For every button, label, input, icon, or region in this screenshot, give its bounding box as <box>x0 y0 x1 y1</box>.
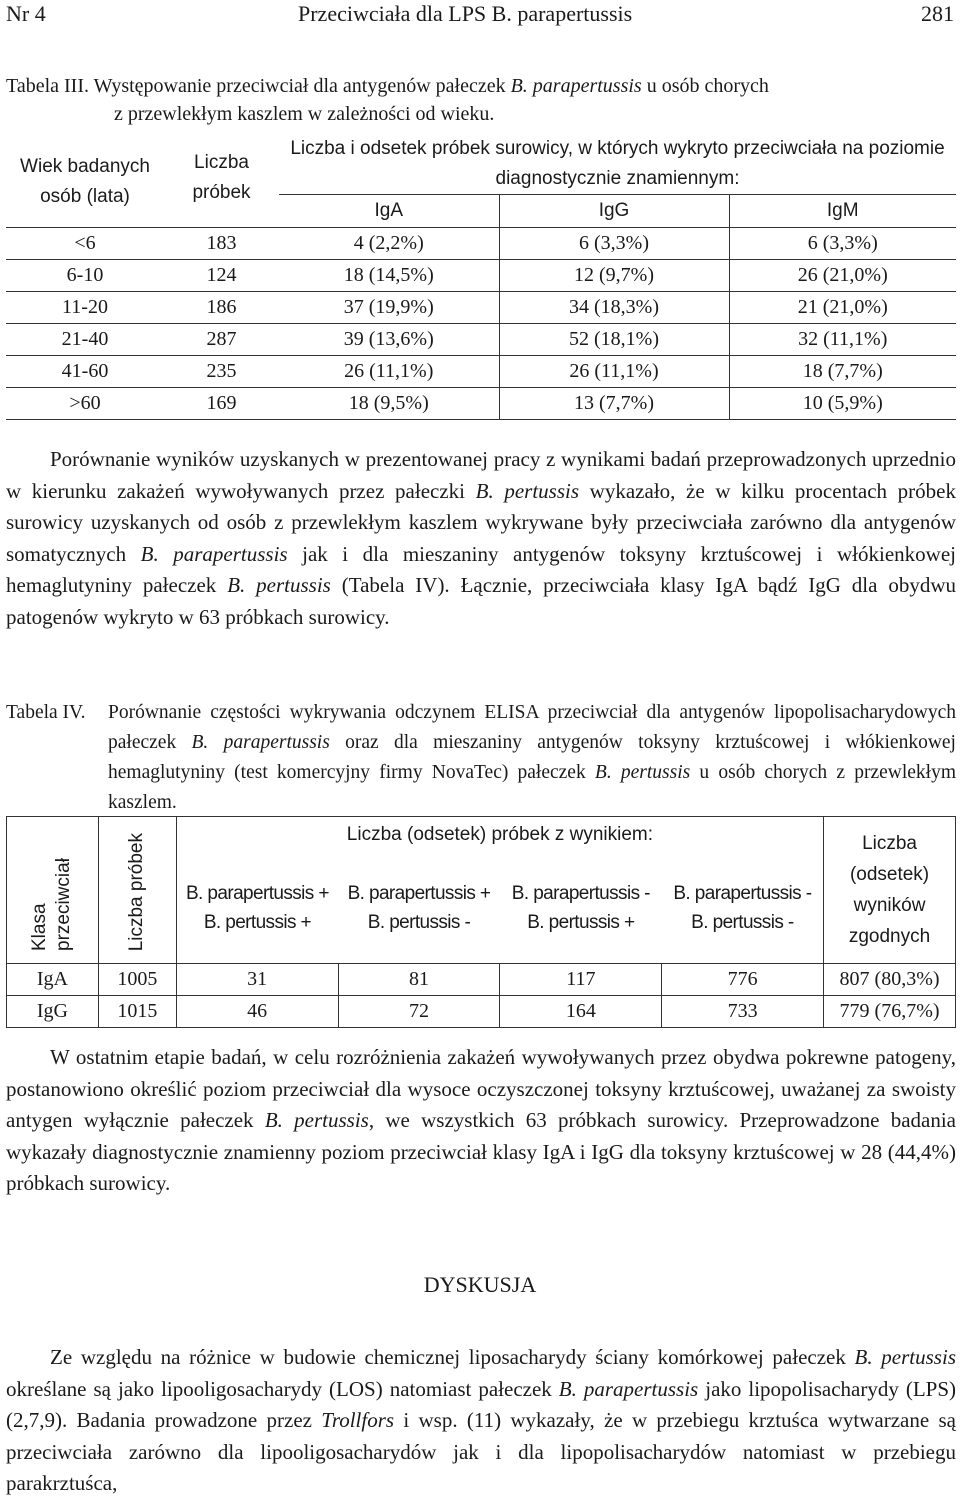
table-cell: 1015 <box>98 996 176 1028</box>
col-header-pm: B. parapertussis + B. pertussis - <box>338 853 500 964</box>
table-cell: 26 (21,0%) <box>729 260 956 292</box>
table-cell: 39 (13,6%) <box>279 324 499 356</box>
table-cell: 81 <box>338 964 500 996</box>
table-cell: 807 (80,3%) <box>824 964 956 996</box>
paragraph-3: Ze względu na różnice w budowie chemicznej liposacharydy ściany komórkowej pałeczek B. pertussis określane są jako lipooligosacharydy (LOS) natomiast pałeczek B. parapertussis jako lipopolisacharydy (LPS) (2,7,9). Badania prowadzone przez Trollfors i wsp. (11) wykazały, że w przebiegu krztuśca wytwarzane są przeciwciała zarówno dla lipooligosacharydów jak i dla lipopolisacharydów natomiast w przebiegu parakrztuśca, <box>6 1345 957 1495</box>
table-cell: 12 (9,7%) <box>499 260 729 292</box>
table-cell: 10 (5,9%) <box>729 388 956 420</box>
table-cell: IgG <box>7 996 99 1028</box>
col-header-samples: Liczba próbek <box>98 817 176 964</box>
table-cell: 779 (76,7%) <box>824 996 956 1028</box>
col-header-mp: B. parapertussis - B. pertussis + <box>500 853 662 964</box>
table-cell: 52 (18,1%) <box>499 324 729 356</box>
table-cell: 235 <box>164 356 279 388</box>
table-cell: 37 (19,9%) <box>279 292 499 324</box>
col-header-pp: B. parapertussis + B. pertussis + <box>176 853 338 964</box>
col-header-group: Liczba i odsetek próbek surowicy, w których wykryto przeciwciała na poziomie diagnostycznie znamiennym: <box>290 138 945 189</box>
journal-issue: Nr 4 <box>6 1 46 26</box>
table-cell: 164 <box>500 996 662 1028</box>
table-cell: 4 (2,2%) <box>279 228 499 260</box>
table-cell: 6 (3,3%) <box>499 228 729 260</box>
table-cell: 169 <box>164 388 279 420</box>
table4-row <box>7 964 956 996</box>
paragraph-2: W ostatnim etapie badań, w celu rozróżnienia zakażeń wywoływanych przez obydwa pokrewne patogeny, postanowiono określić poziom przeciwciał dla wysoce oczyszczonej toksyny krztuścowej, uważanej za swoisty antygen wyłącznie pałeczek B. pertussis, we wszystkich 63 próbkach surowicy. Przeprowadzone badania wykazały diagnostycznie znamienny poziom przeciwciał klasy IgA i IgG dla toksyny krztuścowej w 28 (44,4%) próbkach surowicy. <box>6 1045 956 1195</box>
table4-caption: Tabela IV. Porównanie częstości wykrywania odczynem ELISA przeciwciał dla antygenów lipopolisacharydowych pałeczek B. parapertussis oraz dla mieszaniny antygenów toksyny krztuścowej i włókienkowej hemaglutyniny (test komercyjny firmy NovaTec) pałeczek B. pertussis u osób chorych z przewlekłym kaszlem. <box>6 702 956 813</box>
table-cell: 72 <box>338 996 500 1028</box>
table-cell: 21 (21,0%) <box>729 292 956 324</box>
table-cell: 124 <box>164 260 279 292</box>
col-header-iga: IgA <box>279 195 499 228</box>
table3 <box>6 134 956 420</box>
table4 <box>6 816 956 1028</box>
table-cell: 6-10 <box>6 260 164 292</box>
table-cell: 31 <box>176 964 338 996</box>
section-heading: DYSKUSJA <box>423 1272 537 1297</box>
table-cell: 21-40 <box>6 324 164 356</box>
table-cell: 46 <box>176 996 338 1028</box>
table3-row <box>6 388 956 420</box>
table-cell: 733 <box>662 996 824 1028</box>
col-header-result-group: Liczba (odsetek) próbek z wynikiem: <box>176 817 823 854</box>
table-cell: <6 <box>6 228 164 260</box>
table-cell: 18 (14,5%) <box>279 260 499 292</box>
table-cell: 186 <box>164 292 279 324</box>
table-cell: 6 (3,3%) <box>729 228 956 260</box>
table-cell: 11-20 <box>6 292 164 324</box>
table-cell: 41-60 <box>6 356 164 388</box>
running-header <box>0 0 960 30</box>
table3-row <box>6 228 956 260</box>
col-header-igm: IgM <box>729 195 956 228</box>
page-number: 281 <box>921 1 954 26</box>
table-cell: 1005 <box>98 964 176 996</box>
table3-row <box>6 324 956 356</box>
table-cell: 34 (18,3%) <box>499 292 729 324</box>
col-header-class: Klasa przeciwciał <box>7 817 99 964</box>
col-header-concordant: Liczba (odsetek) wyników zgodnych <box>824 817 956 964</box>
table-cell: 18 (7,7%) <box>729 356 956 388</box>
running-title: Przeciwciała dla LPS B. parapertussis <box>298 1 633 26</box>
col-header-mm: B. parapertussis - B. pertussis - <box>662 853 824 964</box>
table-cell: 32 (11,1%) <box>729 324 956 356</box>
col-header-igg: IgG <box>499 195 729 228</box>
paragraph-1: Porównanie wyników uzyskanych w prezentowanej pracy z wynikami badań przeprowadzonych uprzednio w kierunku zakażeń wywoływanych przez pałeczki B. pertussis wykazało, że w kilku procentach próbek surowicy uzyskanych od osób z przewlekłym kaszlem wykrywane były przeciwciała zarówno dla antygenów somatycznych B. parapertussis jak i dla mieszaniny antygenów toksyny krztuścowej i włókienkowej hemaglutyniny pałeczek B. pertussis (Tabela IV). Łącznie, przeciwciała klasy IgA bądź IgG dla obydwu patogenów wykryto w 63 próbkach surowicy. <box>6 447 957 629</box>
table3-row <box>6 356 956 388</box>
table3-row <box>6 292 956 324</box>
table-cell: >60 <box>6 388 164 420</box>
table-cell: 26 (11,1%) <box>279 356 499 388</box>
col-header-count: Liczba próbek <box>192 152 251 203</box>
table3-caption: Tabela III. Występowanie przeciwciał dla antygenów pałeczek B. parapertussis u osób chorych z przewlekłym kaszlem w zależności od wieku. <box>6 75 769 125</box>
table-cell: 117 <box>500 964 662 996</box>
table3-row <box>6 260 956 292</box>
table4-row <box>7 996 956 1028</box>
col-header-age: Wiek badanych osób (lata) <box>20 155 150 207</box>
table-cell: IgA <box>7 964 99 996</box>
table-cell: 183 <box>164 228 279 260</box>
table-cell: 18 (9,5%) <box>279 388 499 420</box>
table-cell: 776 <box>662 964 824 996</box>
table-cell: 13 (7,7%) <box>499 388 729 420</box>
table-cell: 287 <box>164 324 279 356</box>
table-cell: 26 (11,1%) <box>499 356 729 388</box>
